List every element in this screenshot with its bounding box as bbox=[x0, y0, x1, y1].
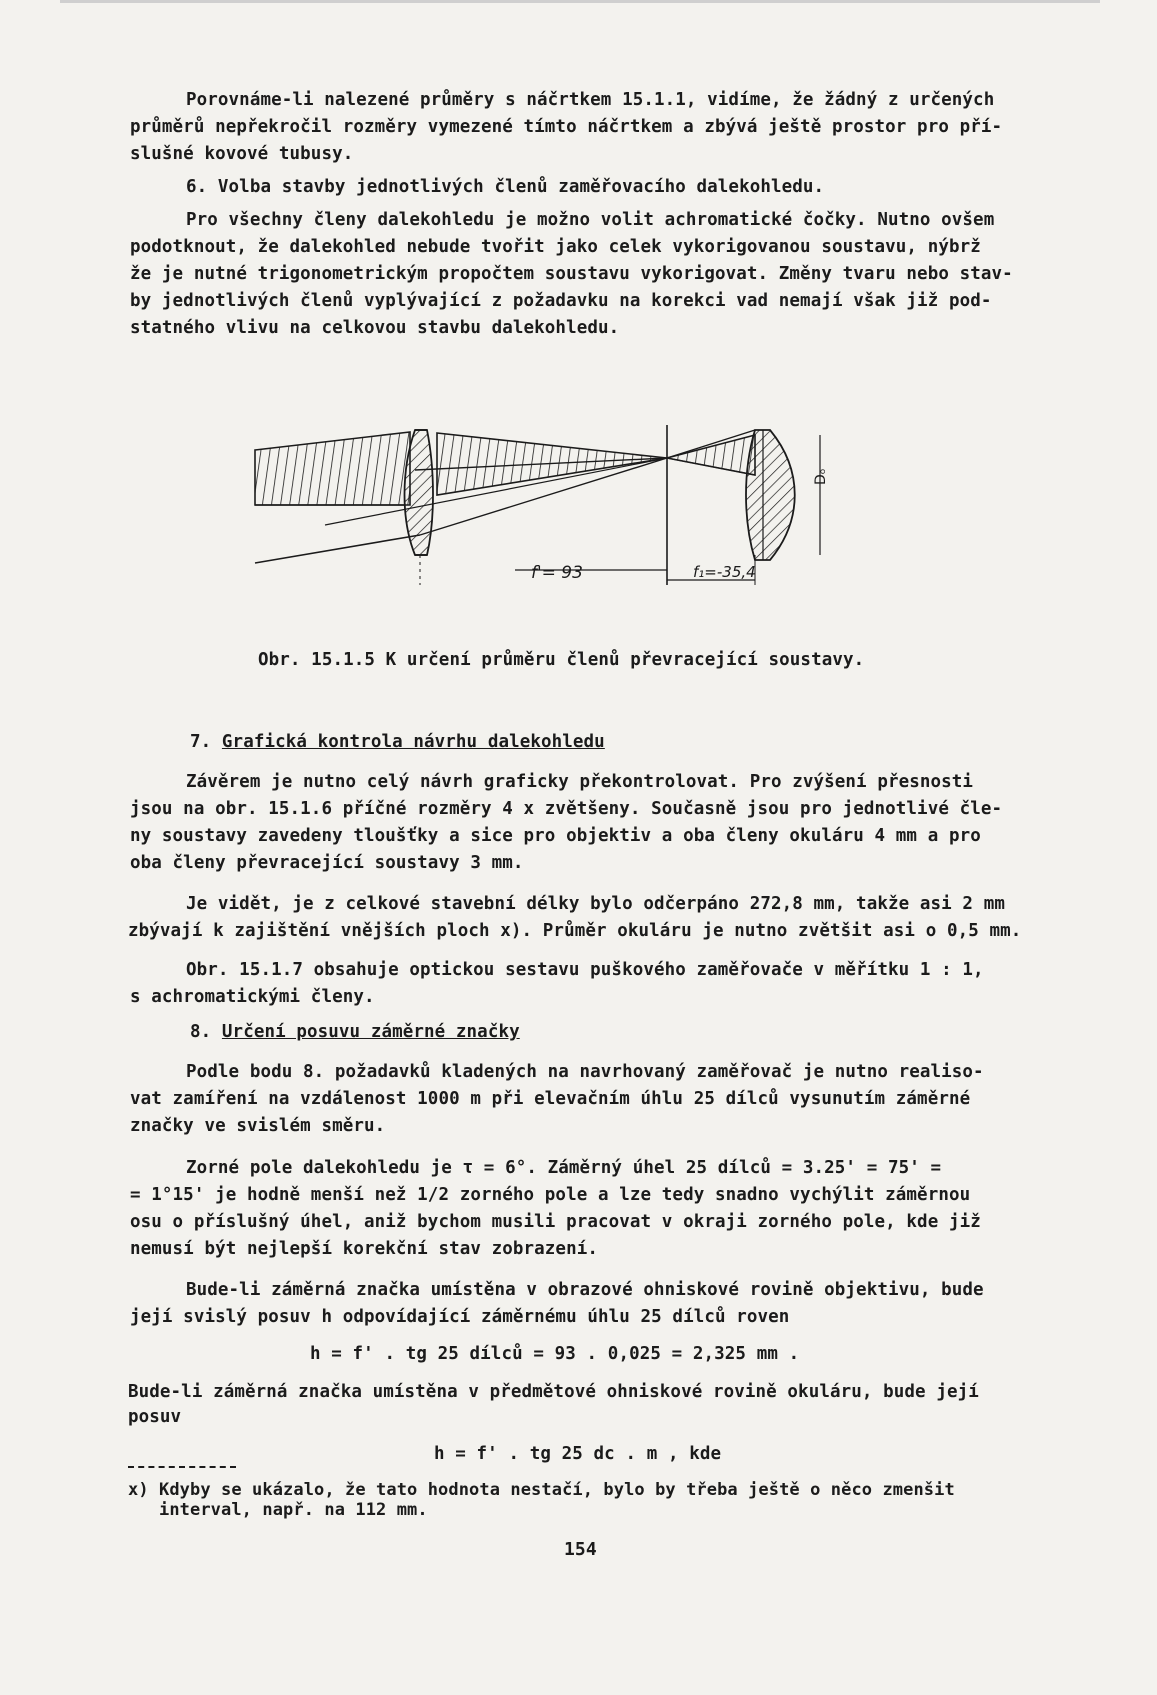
paragraph-9-line-2: posuv bbox=[128, 1407, 182, 1427]
section-7-title: Grafická kontrola návrhu dalekohledu bbox=[221, 732, 605, 752]
oblique-ray-lower bbox=[255, 535, 420, 563]
paragraph-3-line-3: ny soustavy zavedeny tloušťky a sice pro objektiv a oba členy okuláru 4 mm a pro bbox=[130, 826, 981, 846]
paragraph-1-line-2: průměrů nepřekročil rozměry vymezené tímto náčrtkem a zbývá ještě prostor pro pří- bbox=[130, 117, 1003, 137]
ray-bundle-left bbox=[255, 432, 410, 505]
paragraph-2-line-3: že je nutné trigonometrickým propočtem soustavu vykorigovat. Změny tvaru nebo stav- bbox=[130, 264, 1013, 284]
paragraph-7-line-2: = 1°15' je hodně menší než 1/2 zorného pole a lze tedy snadno vychýlit záměrnou bbox=[130, 1185, 971, 1205]
optical-diagram-svg bbox=[255, 425, 945, 650]
section-6-heading: 6. Volba stavby jednotlivých členů zaměřovacího dalekohledu. bbox=[186, 177, 825, 197]
equation-1: h = f' . tg 25 dílců = 93 . 0,025 = 2,325 mm . bbox=[310, 1344, 800, 1364]
paragraph-7-line-3: osu o příslušný úhel, aniž bychom musili pracovat v okraji zorného pole, kde již bbox=[130, 1212, 981, 1232]
figure-caption: Obr. 15.1.5 K určení průměru členů převracející soustavy. bbox=[258, 650, 865, 670]
paragraph-4-line-2: zbývají k zajištění vnějších ploch x). Průměr okuláru je nutno zvětšit asi o 0,5 mm. bbox=[128, 921, 1022, 941]
paragraph-8-line-1: Bude-li záměrná značka umístěna v obrazové ohniskové rovině objektivu, bude bbox=[186, 1280, 984, 1300]
paragraph-7-line-4: nemusí být nejlepší korekční stav zobrazení. bbox=[130, 1239, 598, 1259]
paragraph-2-line-4: by jednotlivých členů vyplývající z požadavku na korekci vad nemají však již pod- bbox=[130, 291, 992, 311]
section-8-title: Určení posuvu záměrné značky bbox=[221, 1022, 520, 1042]
paragraph-6-line-1: Podle bodu 8. požadavků kladených na navrhovaný zaměřovač je nutno realiso- bbox=[186, 1062, 984, 1082]
f1-label: f₁=-35,4 bbox=[693, 563, 756, 581]
paragraph-3-line-1: Závěrem je nutno celý návrh graficky překontrolovat. Pro zvýšení přesnosti bbox=[186, 772, 974, 792]
footnote-separator bbox=[128, 1466, 236, 1468]
optical-diagram bbox=[255, 425, 945, 650]
eyepiece-lens bbox=[746, 430, 795, 560]
paragraph-8-line-2: její svislý posuv h odpovídající záměrnému úhlu 25 dílců roven bbox=[130, 1307, 790, 1327]
paragraph-1-line-3: slušné kovové tubusy. bbox=[130, 144, 354, 164]
diameter-label: Dₒ bbox=[813, 468, 829, 485]
paragraph-3-line-4: oba členy převracející soustavy 3 mm. bbox=[130, 853, 524, 873]
paragraph-5-line-2: s achromatickými členy. bbox=[130, 987, 375, 1007]
section-7-number: 7. bbox=[190, 732, 222, 752]
section-8-heading bbox=[190, 1018, 520, 1047]
objective-lens bbox=[405, 430, 434, 555]
paragraph-3-line-2: jsou na obr. 15.1.6 příčné rozměry 4 x zvětšeny. Současně jsou pro jednotlivé čle- bbox=[130, 799, 1003, 819]
scan-top-edge bbox=[60, 0, 1100, 3]
focal-length-label: f'= 93 bbox=[531, 563, 583, 583]
page-number: 154 bbox=[564, 1539, 597, 1560]
footnote-line-2: interval, např. na 112 mm. bbox=[128, 1500, 428, 1520]
footnote-line-1: x) Kdyby se ukázalo, že tato hodnota nestačí, bylo by třeba ještě o něco zmenšit bbox=[128, 1480, 955, 1500]
paragraph-4-line-1: Je vidět, je z celkové stavební délky bylo odčerpáno 272,8 mm, takže asi 2 mm bbox=[186, 894, 1005, 914]
paragraph-1-line-1: Porovnáme-li nalezené průměry s náčrtkem 15.1.1, vidíme, že žádný z určených bbox=[186, 90, 995, 110]
paragraph-9-line-1: Bude-li záměrná značka umístěna v předmětové ohniskové rovině okuláru, bude její bbox=[128, 1382, 979, 1402]
paragraph-2-line-2: podotknout, že dalekohled nebude tvořit jako celek vykorigovanou soustavu, nýbrž bbox=[130, 237, 981, 257]
paragraph-5-line-1: Obr. 15.1.7 obsahuje optickou sestavu puškového zaměřovače v měřítku 1 : 1, bbox=[186, 960, 984, 980]
paragraph-7-line-1: Zorné pole dalekohledu je τ = 6°. Záměrný úhel 25 dílců = 3.25' = 75' = bbox=[186, 1158, 942, 1178]
section-8-number: 8. bbox=[190, 1022, 222, 1042]
paragraph-2-line-5: statného vlivu na celkovou stavbu dalekohledu. bbox=[130, 318, 620, 338]
equation-2: h = f' . tg 25 dc . m , kde bbox=[434, 1444, 722, 1464]
paragraph-6-line-2: vat zamíření na vzdálenost 1000 m při elevačním úhlu 25 dílců vysunutím záměrné bbox=[130, 1089, 971, 1109]
paragraph-2-line-1: Pro všechny členy dalekohledu je možno volit achromatické čočky. Nutno ovšem bbox=[186, 210, 995, 230]
ray-bundle-right bbox=[667, 435, 755, 475]
paragraph-6-line-3: značky ve svislém směru. bbox=[130, 1116, 386, 1136]
section-7-heading bbox=[190, 728, 605, 757]
